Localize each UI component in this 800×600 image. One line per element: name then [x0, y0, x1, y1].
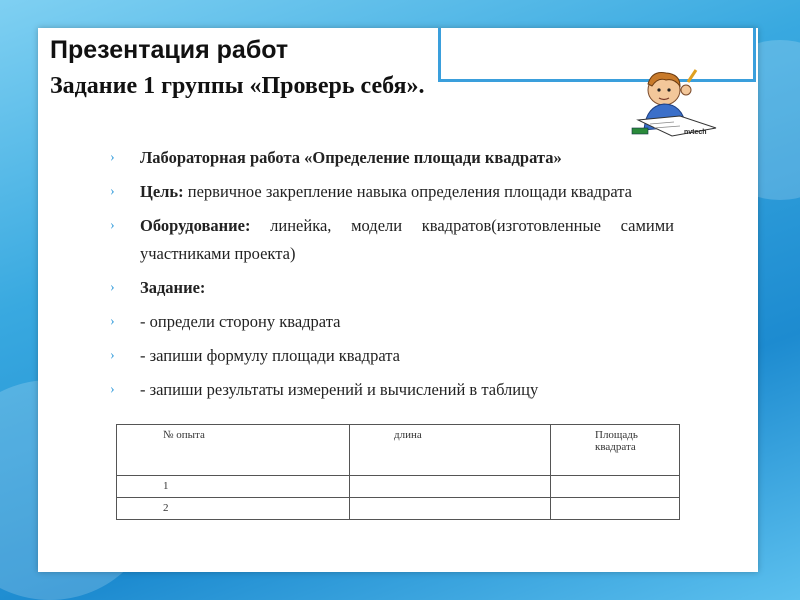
bullet-item: [110, 178, 674, 206]
bullet-arrow-icon: ›: [110, 184, 115, 199]
bullet-text: Лабораторная работа «Определение площади квадрата»: [140, 148, 562, 167]
logo-text: nvtech: [684, 129, 707, 136]
bullet-arrow-icon: ›: [110, 218, 115, 233]
bullet-text: - запиши формулу площади квадрата: [140, 346, 400, 365]
bullet-arrow-icon: ›: [110, 280, 115, 295]
bullet-item: [110, 274, 674, 302]
table-header-row: [117, 425, 680, 476]
bullet-text: - определи сторону квадрата: [140, 312, 341, 331]
slide-title: Презентация работ: [50, 36, 289, 64]
student-writing-icon: [630, 68, 718, 140]
bullet-label: Оборудование:: [140, 216, 251, 235]
bullet-arrow-icon: ›: [110, 382, 115, 397]
table-cell: 1: [117, 476, 350, 498]
bullet-item: [110, 376, 674, 404]
table-cell: 2: [117, 498, 350, 520]
column-header: № опыта: [117, 425, 350, 476]
column-header: длина: [350, 425, 551, 476]
table-cell: [350, 476, 551, 498]
bullet-item: [110, 308, 674, 336]
bullet-label: Цель:: [140, 182, 184, 201]
bullet-arrow-icon: ›: [110, 150, 115, 165]
bullet-text: линейка, модели квадратов(изготовленные самими участниками проекта): [140, 216, 674, 263]
bullet-item: [110, 144, 674, 172]
table-row: [117, 476, 680, 498]
results-table: [116, 424, 680, 520]
bullet-text: - запиши результаты измерений и вычислений в таблицу: [140, 380, 539, 399]
table-cell: [350, 498, 551, 520]
slide: [38, 28, 758, 572]
bullet-arrow-icon: ›: [110, 348, 115, 363]
column-header: Площадь квадрата: [551, 425, 680, 476]
bullet-label: Задание:: [140, 278, 206, 297]
slide-subtitle: Задание 1 группы «Проверь себя».: [50, 73, 425, 99]
table-cell: [551, 476, 680, 498]
table-cell: [551, 498, 680, 520]
bullet-arrow-icon: ›: [110, 314, 115, 329]
bullet-list: [110, 144, 674, 410]
table-row: [117, 498, 680, 520]
bullet-item: [110, 212, 674, 268]
bullet-text: первичное закрепление навыка определения площади квадрата: [183, 182, 632, 201]
bullet-item: [110, 342, 674, 370]
